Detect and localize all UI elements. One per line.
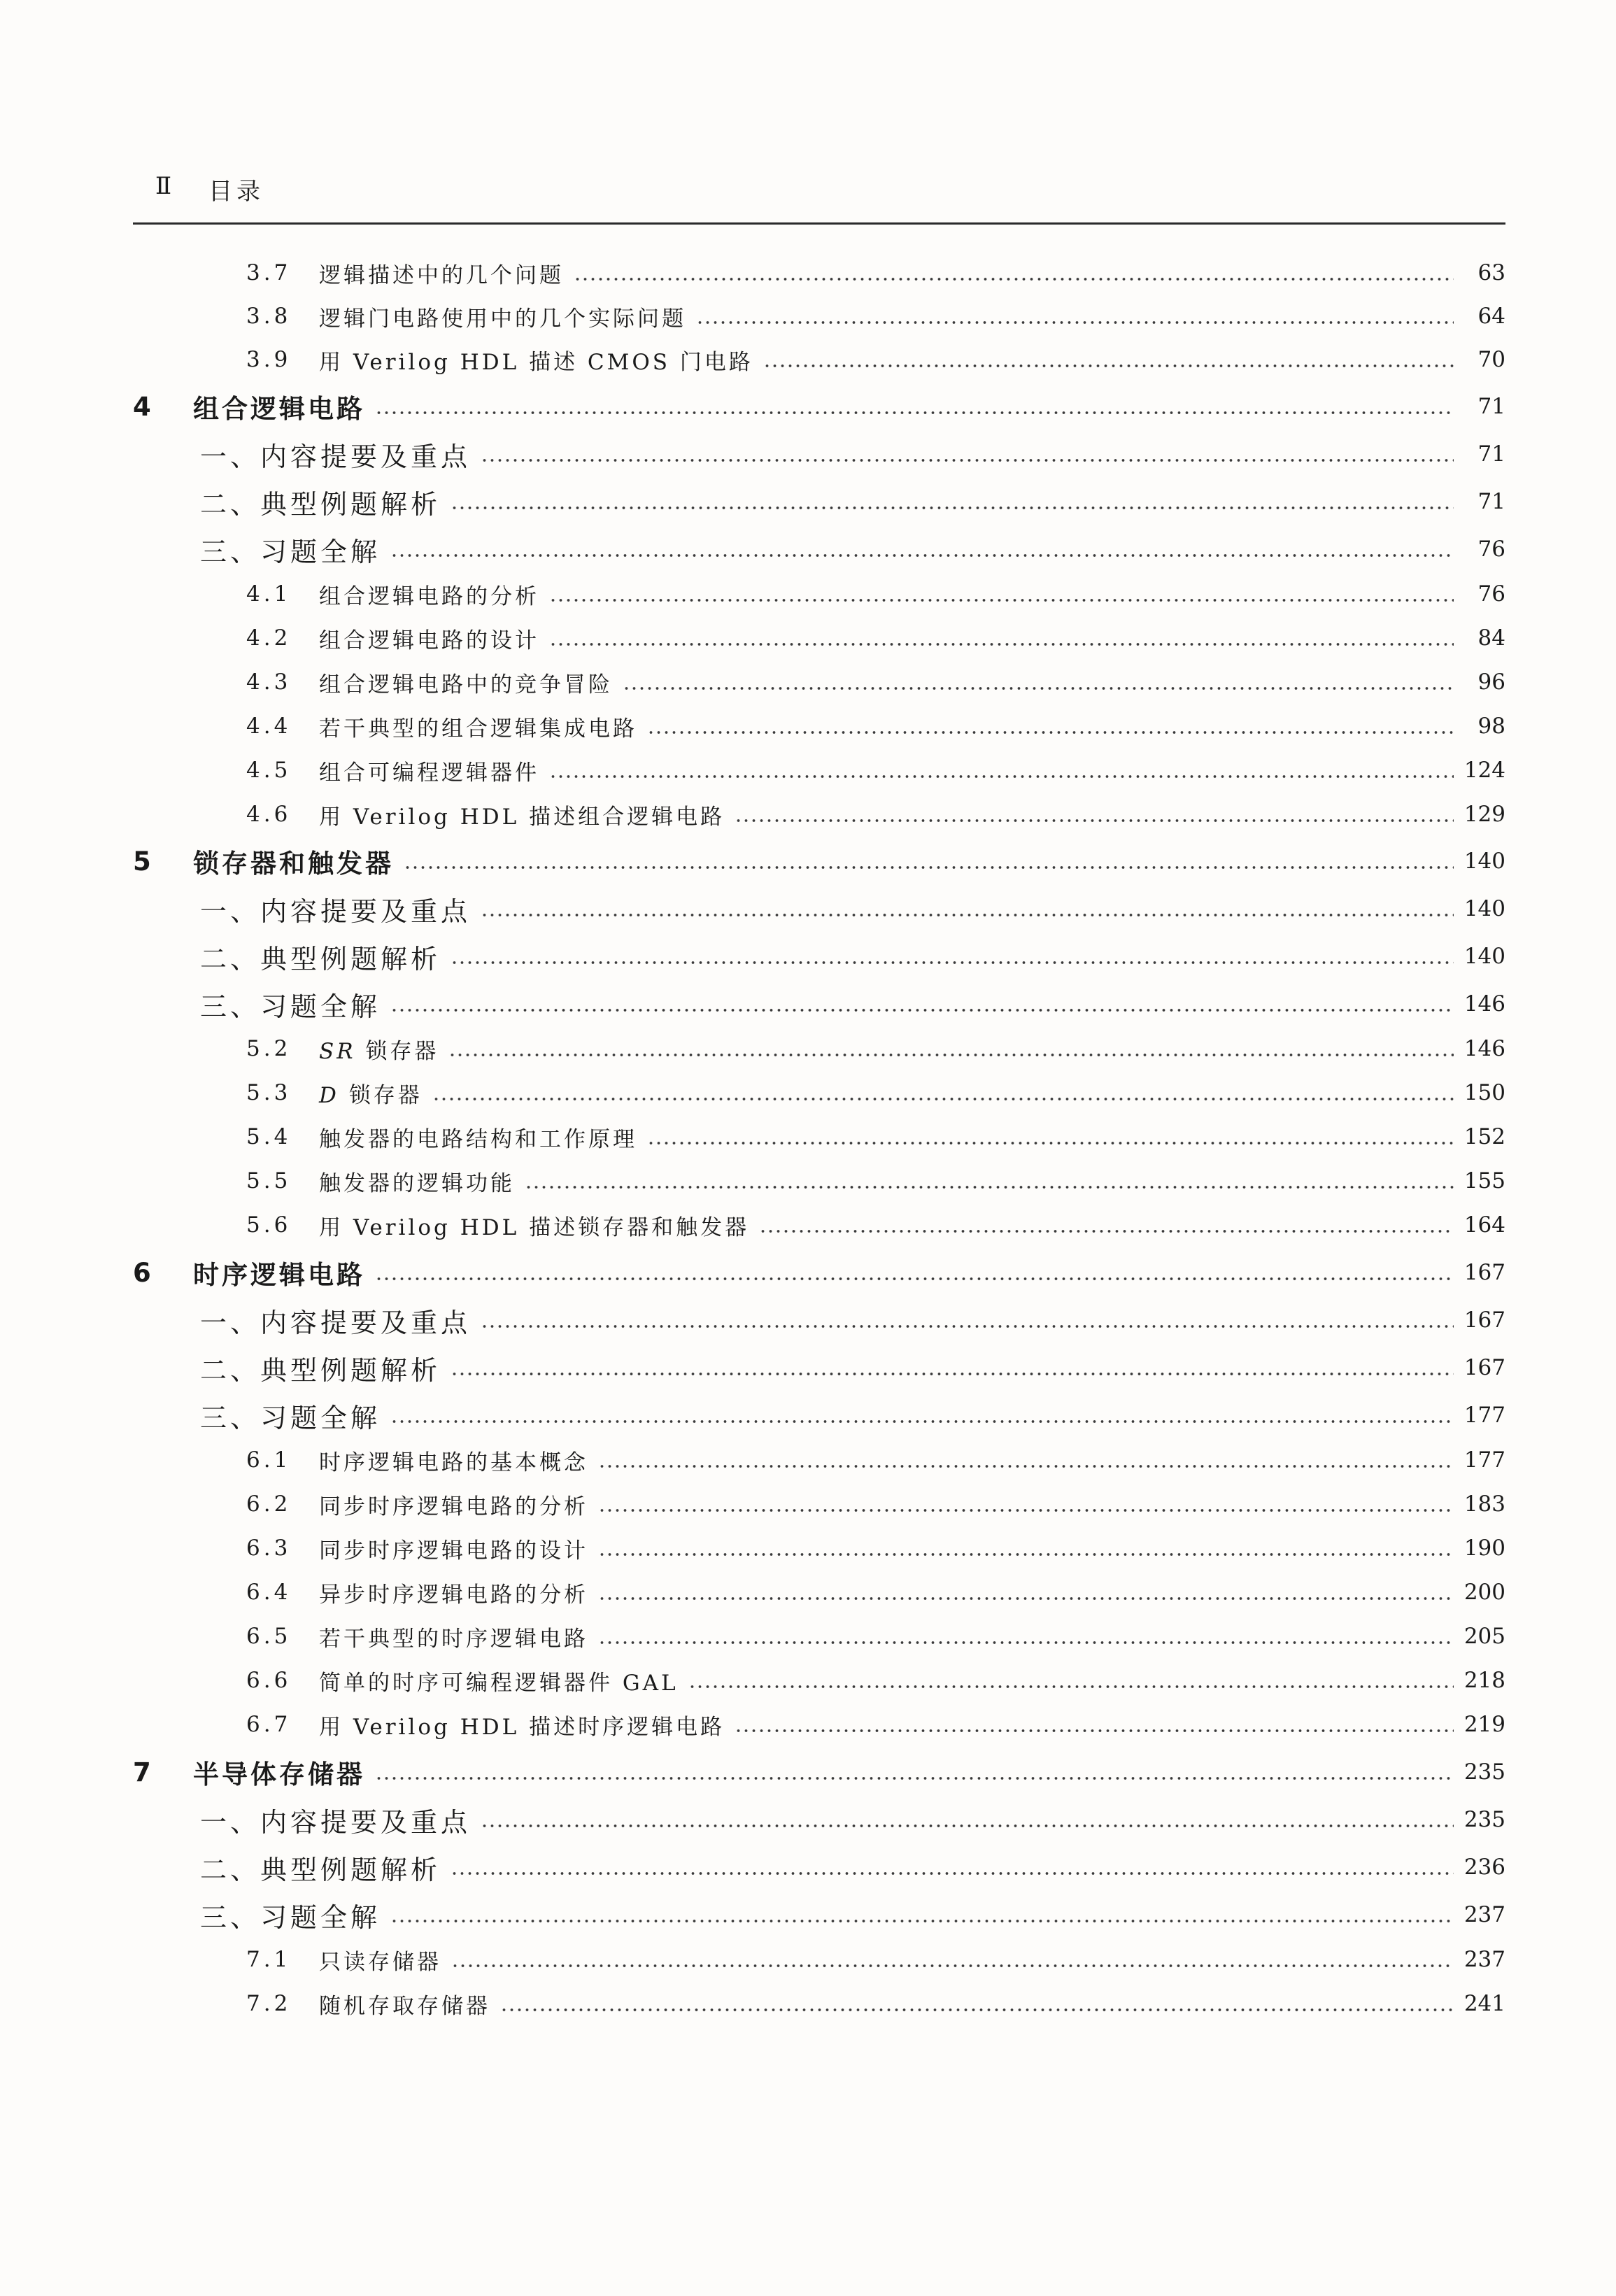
dot-leader [390,532,1454,567]
toc-entry-3-8[interactable] [246,299,1505,334]
entry-number: 5.3 [246,1080,292,1105]
toc-section-6-examples[interactable] [200,1350,1505,1385]
entry-page: 235 [1463,1807,1505,1832]
toc-entry-6-6[interactable] [246,1663,1505,1698]
toc-section-6-summary[interactable] [200,1303,1505,1338]
chapter-title: 锁存器和触发器 [193,849,394,879]
entry-page: 237 [1463,1947,1505,1972]
entry-title-rest: 锁存器 [339,1082,423,1108]
section-title: 三、习题全解 [200,1402,381,1433]
entry-page: 150 [1463,1080,1505,1105]
toc-entry-5-2[interactable] [246,1031,1505,1066]
entry-page: 124 [1463,758,1505,783]
section-title: 一、内容提要及重点 [200,1307,472,1338]
entry-page: 146 [1463,1036,1505,1061]
entry-number: 5.2 [246,1036,292,1061]
dot-leader [598,1487,1454,1522]
entry-page: 129 [1463,802,1505,827]
toc-section-4-exercises[interactable] [200,532,1505,567]
toc-section-5-examples[interactable] [200,939,1505,974]
entry-title-symbol: D [319,1082,339,1108]
entry-number: 7.2 [246,1991,292,2016]
dot-leader [623,665,1454,700]
entry-title: 同步时序逻辑电路的分析 [319,1494,588,1519]
dot-leader [574,255,1454,290]
toc-chapter-4[interactable] [133,389,1505,424]
section-title: 一、内容提要及重点 [200,1806,472,1838]
chapter-title: 半导体存储器 [193,1759,365,1790]
entry-title: 组合逻辑电路的分析 [319,583,539,609]
toc-entry-6-1[interactable] [246,1443,1505,1477]
toc-section-5-exercises[interactable] [200,986,1505,1021]
chapter-number: 7 [133,1757,151,1787]
entry-page: 84 [1477,625,1505,651]
dot-leader [481,891,1454,926]
entry-page: 146 [1463,991,1505,1016]
entry-number: 4.5 [246,758,292,783]
entry-number: 5.6 [246,1212,292,1238]
entry-number: 6.1 [246,1447,292,1473]
dot-leader [451,1942,1454,1977]
dot-leader [763,342,1454,377]
dot-leader [549,576,1454,611]
entry-page: 76 [1477,537,1505,562]
dot-leader [390,1897,1454,1932]
entry-number: 3.7 [246,260,292,285]
toc-chapter-7[interactable] [133,1755,1505,1790]
toc-section-7-exercises[interactable] [200,1897,1505,1932]
entry-title: 用 Verilog HDL 描述时序逻辑电路 [319,1714,725,1740]
toc-section-5-summary[interactable] [200,891,1505,926]
toc-entry-4-6[interactable] [246,797,1505,832]
dot-leader [375,1755,1454,1790]
entry-page: 177 [1463,1403,1505,1428]
entry-page: 177 [1463,1447,1505,1473]
entry-page: 167 [1463,1260,1505,1285]
entry-title: 触发器的逻辑功能 [319,1170,515,1196]
entry-page: 200 [1463,1580,1505,1605]
entry-page: 76 [1477,581,1505,607]
chapter-title: 组合逻辑电路 [193,394,365,424]
entry-title: 时序逻辑电路的基本概念 [319,1450,588,1475]
dot-leader [375,1255,1454,1290]
dot-leader [647,1119,1454,1154]
entry-page: 98 [1477,714,1505,739]
toc-chapter-5[interactable] [133,844,1505,879]
entry-page: 152 [1463,1124,1505,1149]
entry-title: 触发器的电路结构和工作原理 [319,1126,637,1152]
toc-entry-5-6[interactable] [246,1207,1505,1242]
dot-leader [598,1619,1454,1654]
dot-leader [448,1031,1454,1066]
toc-entry-6-5[interactable] [246,1619,1505,1654]
entry-page: 190 [1463,1536,1505,1561]
toc-section-7-summary[interactable] [200,1802,1505,1837]
toc-entry-4-4[interactable] [246,709,1505,744]
section-title: 一、内容提要及重点 [200,441,472,472]
dot-leader [375,389,1454,424]
toc-section-4-summary[interactable] [200,437,1505,472]
chapter-number: 5 [133,846,151,877]
entry-title: 随机存取存储器 [319,1993,490,2019]
dot-leader [451,1350,1454,1385]
dot-leader [598,1531,1454,1566]
entry-page: 219 [1463,1712,1505,1737]
entry-title: 组合逻辑电路的设计 [319,628,539,653]
entry-page: 64 [1477,304,1505,329]
entry-page: 140 [1463,896,1505,921]
entry-page: 235 [1463,1759,1505,1785]
dot-leader [598,1575,1454,1610]
entry-number: 5.4 [246,1124,292,1149]
toc-entry-6-4[interactable] [246,1575,1505,1610]
dot-leader [647,709,1454,744]
chapter-title: 时序逻辑电路 [193,1260,365,1290]
entry-number: 6.6 [246,1668,292,1693]
toc-entry-5-5[interactable] [246,1163,1505,1198]
toc-entry-3-7[interactable] [246,255,1505,290]
entry-title: 用 Verilog HDL 描述 CMOS 门电路 [319,349,753,375]
section-title: 二、典型例题解析 [200,1354,441,1386]
dot-leader [735,1707,1454,1742]
dot-leader [481,1303,1454,1338]
toc-entry-3-9[interactable] [246,342,1505,377]
chapter-number: 4 [133,391,151,422]
toc-entry-5-3[interactable] [246,1075,1505,1110]
entry-number: 3.9 [246,347,292,372]
entry-title: 逻辑门电路使用中的几个实际问题 [319,306,686,332]
entry-title: 用 Verilog HDL 描述组合逻辑电路 [319,804,725,830]
entry-title: 异步时序逻辑电路的分析 [319,1582,588,1608]
toc-entry-4-2[interactable] [246,621,1505,656]
entry-number: 6.3 [246,1536,292,1561]
toc-chapter-6[interactable] [133,1255,1505,1290]
entry-page: 236 [1463,1855,1505,1880]
toc-entry-7-1[interactable] [246,1942,1505,1977]
entry-number: 6.2 [246,1491,292,1517]
entry-page: 218 [1463,1668,1505,1693]
entry-title: 简单的时序可编程逻辑器件 GAL [319,1670,679,1696]
dot-leader [549,753,1454,788]
entry-title: 若干典型的组合逻辑集成电路 [319,716,637,742]
entry-page: 71 [1477,441,1505,467]
entry-title-symbol: SR [319,1038,356,1064]
entry-page: 167 [1463,1355,1505,1380]
toc-entry-6-2[interactable] [246,1487,1505,1522]
toc-entry-6-7[interactable] [246,1707,1505,1742]
header-title: 目录 [208,178,264,206]
dot-leader [549,621,1454,656]
entry-title: 组合可编程逻辑器件 [319,760,539,786]
entry-page: 164 [1463,1212,1505,1238]
entry-page: 71 [1477,394,1505,419]
entry-title: 逻辑描述中的几个问题 [319,262,564,288]
toc-entry-4-3[interactable] [246,665,1505,700]
entry-page: 70 [1477,347,1505,372]
toc-section-7-examples[interactable] [200,1850,1505,1885]
section-title: 二、典型例题解析 [200,1854,441,1885]
section-title: 二、典型例题解析 [200,488,441,520]
dot-leader [390,986,1454,1021]
dot-leader [404,844,1454,879]
entry-page: 96 [1477,669,1505,695]
section-title: 三、习题全解 [200,1901,381,1933]
entry-number: 4.1 [246,581,292,607]
toc-entry-4-1[interactable] [246,576,1505,611]
entry-title: 组合逻辑电路中的竞争冒险 [319,672,613,697]
toc-entry-7-2[interactable] [246,1986,1505,2021]
dot-leader [735,797,1454,832]
dot-leader [432,1075,1454,1110]
section-title: 三、习题全解 [200,991,381,1022]
dot-leader [481,1802,1454,1837]
entry-title: 若干典型的时序逻辑电路 [319,1626,588,1652]
toc-section-6-exercises[interactable] [200,1398,1505,1433]
entry-page: 241 [1463,1991,1505,2016]
entry-page: 205 [1463,1624,1505,1649]
entry-number: 4.4 [246,714,292,739]
entry-number: 6.4 [246,1580,292,1605]
dot-leader [390,1398,1454,1433]
entry-page: 140 [1463,944,1505,969]
dot-leader [451,484,1454,519]
entry-page: 140 [1463,849,1505,874]
dot-leader [451,939,1454,974]
dot-leader [525,1163,1454,1198]
dot-leader [688,1663,1454,1698]
section-title: 三、习题全解 [200,536,381,567]
entry-page: 71 [1477,489,1505,514]
dot-leader [598,1443,1454,1477]
entry-number: 5.5 [246,1168,292,1193]
dot-leader [481,437,1454,472]
entry-title-rest: 锁存器 [355,1038,439,1064]
entry-page: 237 [1463,1902,1505,1927]
section-title: 二、典型例题解析 [200,943,441,975]
entry-title: 同步时序逻辑电路的设计 [319,1538,588,1564]
entry-number: 4.6 [246,802,292,827]
entry-number: 7.1 [246,1947,292,1972]
entry-title: 只读存储器 [319,1949,441,1975]
toc-entry-6-3[interactable] [246,1531,1505,1566]
dot-leader [759,1207,1454,1242]
entry-title [319,1077,423,1109]
section-title: 一、内容提要及重点 [200,895,472,927]
entry-title: 用 Verilog HDL 描述锁存器和触发器 [319,1214,750,1240]
entry-page: 183 [1463,1491,1505,1517]
toc-entry-5-4[interactable] [246,1119,1505,1154]
entry-number: 6.7 [246,1712,292,1737]
entry-number: 6.5 [246,1624,292,1649]
dot-leader [451,1850,1454,1885]
entry-page: 155 [1463,1168,1505,1193]
entry-title [319,1033,439,1065]
dot-leader [500,1986,1454,2021]
dot-leader [696,299,1454,334]
entry-page: 167 [1463,1308,1505,1333]
toc-entry-4-5[interactable] [246,753,1505,788]
entry-number: 4.3 [246,669,292,695]
entry-number: 3.8 [246,304,292,329]
chapter-number: 6 [133,1257,151,1288]
toc-section-4-examples[interactable] [200,484,1505,519]
entry-number: 4.2 [246,625,292,651]
header-page-number: Ⅱ [155,172,173,200]
entry-page: 63 [1477,260,1505,285]
